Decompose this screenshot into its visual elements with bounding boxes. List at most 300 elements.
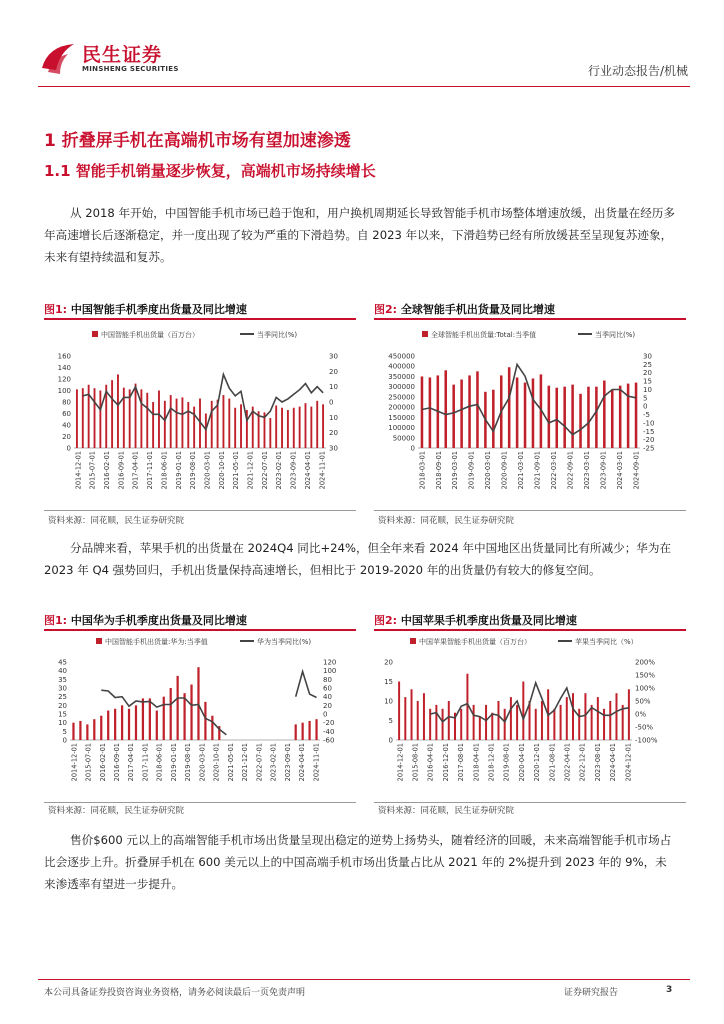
x-axis-tick-label: 2024-12-01 [624,743,633,782]
bar [448,701,450,740]
x-axis-tick-label: 2023-09-01 [599,451,608,490]
x-axis-tick-label: 2022-12-01 [578,743,587,782]
figure-3-rule [44,629,356,631]
bar [578,709,580,740]
bar [299,407,301,448]
figure-3-source: 资料来源：同花顺，民生证券研究院 [48,806,185,816]
bar [460,709,462,740]
x-axis-tick-label: 2016-02-01 [103,451,112,490]
bar [587,387,590,448]
bar [421,376,424,448]
bar [460,380,463,448]
bar [584,693,586,740]
x-axis-tick-label: 2019-08-01 [502,743,511,782]
right-axis-tick-label: 0 [329,398,334,407]
bar [497,701,499,740]
left-axis-tick-label: 25 [58,693,67,702]
x-axis-tick-label: 2016-04-01 [426,743,435,782]
left-axis-tick-label: 0 [410,444,415,453]
bar [86,724,88,740]
x-axis-tick-label: 2016-12-01 [441,743,450,782]
figure-label: 图2: [374,614,398,627]
x-axis-tick-label: 2018-12-01 [487,743,496,782]
right-axis-tick-label: 30 [643,352,652,361]
bar [510,697,512,740]
right-axis-tick-label: 10 [329,413,338,422]
x-axis-tick-label: 2021-03-01 [517,451,526,490]
bar [305,403,307,448]
bar [555,388,558,448]
figure-2-title [374,301,555,317]
x-axis-tick-label: 2020-10-01 [217,451,226,490]
right-axis-tick-label: 25 [643,360,652,369]
left-axis-tick-label: 300000 [388,383,415,392]
right-axis-tick-label: 80 [323,675,332,684]
bar [142,698,144,740]
bar [508,367,511,448]
bar [535,709,537,740]
x-axis-tick-label: 2018-06-01 [155,743,164,782]
left-axis-tick-label: 100 [57,387,71,395]
bar [163,697,165,740]
left-axis-tick-label: 160 [57,352,71,361]
bar [183,693,185,740]
left-axis-tick-label: 45 [58,658,67,667]
legend-bar-label: 中国智能手机出货量（百万台） [101,331,199,339]
x-axis-tick-label: 2017-04-01 [127,743,136,782]
x-axis-tick-label: 2019-08-01 [184,743,193,782]
paragraph-2: 分品牌来看，苹果手机的出货量在 2024Q4 同比+24%，但全年来看 2024 年中国地区出货量同比有所减少；华为在 2023 年 Q4 强势回归，手机出货量保持高速增长，但相比于 2019-2020 年的出货量仍有较大的修复空间。 [44,541,672,577]
right-axis-tick-label: 60 [323,684,332,693]
x-axis-tick-label: 2017-08-01 [457,743,466,782]
x-axis-tick-label: 2020-10-01 [212,743,221,782]
left-axis-tick-label: 60 [62,410,71,418]
yoy-line [101,672,316,735]
bar [619,386,622,448]
figure-4-rule [374,629,686,631]
right-axis-tick-label: 120 [323,658,337,667]
right-axis-tick-label: 100 [323,667,337,676]
bar [76,389,78,448]
bar [595,387,598,448]
x-axis-tick-label: 2024-04-01 [303,451,312,490]
bar [466,674,468,740]
bar [468,375,471,448]
bar [491,713,493,740]
right-axis-tick-label: 5 [643,394,648,403]
x-axis-tick-label: 2019-08-01 [189,451,198,490]
bar [228,399,230,448]
bar [170,688,172,740]
x-axis-tick-label: 2018-03-01 [418,451,427,490]
left-axis-tick-label: 0 [66,444,71,453]
bar [234,408,236,448]
right-axis-tick-label: -5 [643,411,650,420]
x-axis-tick-label: 2022-04-01 [563,743,572,782]
x-axis-tick-label: 2022-09-01 [566,451,575,490]
bar [310,407,312,448]
header-divider [38,86,690,87]
bar [417,701,419,740]
x-axis-tick-label: 2020-03-01 [203,451,212,490]
bar [452,385,455,448]
legend-bar-label: 中国苹果智能手机出货量（百万台） [419,638,531,646]
right-axis-tick-label: -50% [635,723,654,732]
right-axis-tick-label: 20 [329,429,338,438]
bar [135,705,137,740]
right-axis-tick-label: 30 [329,444,338,453]
bar [316,401,318,448]
x-axis-tick-label: 2017-11-01 [141,743,150,782]
bar [164,401,166,448]
right-axis-tick-label: 200% [635,658,656,667]
bar [152,402,154,448]
legend-bar-label: 中国智能手机出货量:华为:当季值 [105,638,208,646]
figure-2-bottom-rule [374,510,686,511]
left-axis-tick-label: 40 [62,421,71,430]
x-axis-tick-label: 2019-03-01 [451,451,460,490]
bar [628,689,630,740]
bar [609,701,611,740]
legend-bar-swatch [96,638,102,644]
bar [635,383,638,448]
figure-1-source: 资料来源：同花顺，民生证券研究院 [48,516,185,526]
x-axis-tick-label: 2024-04-01 [298,743,307,782]
bar [429,377,432,448]
bar [591,705,593,740]
bar [479,717,481,740]
legend-bar-label: 全球智能手机出货量:Total:当季值 [431,331,537,339]
bar [398,682,400,741]
left-axis-tick-label: 35 [58,675,67,684]
right-axis-tick-label: 20 [329,367,338,376]
bar [111,380,113,448]
bar [597,697,599,740]
report-type: 行业动态报告/机械 [587,64,688,78]
left-axis-tick-label: 350000 [388,372,415,381]
legend-line-label: 华为当季同比(%) [257,638,312,646]
bar [295,724,297,740]
x-axis-tick-label: 2015-07-01 [88,451,97,490]
left-axis-tick-label: 5 [62,727,67,736]
figure-4-source: 资料来源：同花顺，民生证券研究院 [378,806,515,816]
figure-caption: 中国智能手机季度出货量及同比增速 [70,303,247,316]
right-axis-tick-label: 10 [329,383,338,392]
bar [411,689,413,740]
bar [504,709,506,740]
bar [100,716,102,740]
bar [566,697,568,740]
x-axis-tick-label: 2020-03-01 [198,743,207,782]
bar [315,719,317,740]
x-axis-tick-label: 2017-04-01 [131,451,140,490]
bar [603,381,606,448]
left-axis-tick-label: 15 [58,710,67,719]
figure-3-title [44,612,247,628]
x-axis-tick-label: 2022-07-01 [260,451,269,490]
x-axis-tick-label: 2020-04-01 [517,743,526,782]
bar [532,378,535,448]
right-axis-tick-label: -60 [323,736,335,745]
right-axis-tick-label: 0 [323,710,328,719]
chart-huawei [44,632,356,800]
x-axis-tick-label: 2023-02-01 [269,743,278,782]
legend-line-label: 当季同比(%) [257,331,298,339]
x-axis-tick-label: 2024-11-01 [312,743,321,782]
figure-label: 图2: [374,303,398,316]
page-header [38,38,690,84]
right-axis-tick-label: 100% [635,684,656,693]
bar [579,394,582,448]
right-axis-tick-label: 20 [323,701,332,710]
minsheng-logo-icon [38,40,78,76]
bar [622,705,624,740]
x-axis-tick-label: 2016-09-01 [117,451,126,490]
figure-4-bottom-rule [374,802,686,803]
bar [99,391,101,449]
left-axis-tick-label: 20 [58,701,67,710]
bar [322,404,324,448]
left-axis-tick-label: 50000 [392,434,415,443]
bar [308,721,310,740]
legend-line-label: 苹果当季同比（%） [575,638,638,646]
bar [275,405,277,448]
section-heading-1: 1 折叠屏手机在高端机市场有望加速渗透 [44,131,351,151]
bar [176,399,178,448]
figure-label: 图1: [44,614,68,627]
x-axis-tick-label: 2019-09-01 [467,451,476,490]
bar [181,397,183,448]
left-axis-tick-label: 250000 [388,393,415,402]
bar [516,377,519,448]
paragraph-1: 从 2018 年开始，中国智能手机市场已趋于饱和，用户换机周期延长导致智能手机市场整体增速放缓，出货量在经历多年高速增长后逐渐稳定，并一度出现了较为严重的下滑趋势。自 2023 年以来，下滑趋势已经有所放缓甚至呈现复苏迹象，未来有望持续温和复苏。 [44,206,675,264]
bar [281,408,283,448]
bar [572,693,574,740]
x-axis-tick-label: 2021-05-01 [226,743,235,782]
bar [485,705,487,740]
left-axis-tick-label: 150000 [388,413,415,422]
bar [187,402,189,448]
legend-bar-swatch [92,331,98,337]
footer-divider [38,979,690,980]
x-axis-tick-label: 2020-09-01 [500,451,509,490]
right-axis-tick-label: 0 [643,402,648,411]
right-axis-tick-label: 20 [643,369,652,378]
bar [223,395,225,448]
x-axis-tick-label: 2023-03-01 [582,451,591,490]
bar [128,709,130,740]
x-axis-tick-label: 2019-01-01 [174,451,183,490]
section-heading-1-1: 1.1 智能手机销量逐步恢复，高端机市场持续增长 [44,162,376,180]
x-axis-tick-label: 2022-03-01 [549,451,558,490]
left-axis-tick-label: 400000 [388,362,415,371]
x-axis-tick-label: 2018-06-01 [160,451,169,490]
bar [94,388,96,448]
bar [571,385,574,448]
bar [156,711,158,740]
left-axis-tick-label: 30 [58,684,67,693]
bar [82,388,84,448]
bar [444,370,447,448]
x-axis-tick-label: 2016-02-01 [98,743,107,782]
bar [423,693,425,740]
x-axis-tick-label: 2018-09-01 [434,451,443,490]
chart-apple [374,632,686,800]
bar [560,705,562,740]
x-axis-tick-label: 2014-12-01 [70,743,79,782]
logo-text-cn: 民生证券 [82,44,163,66]
left-axis-tick-label: 10 [384,697,393,706]
bar [72,723,74,740]
x-axis-tick-label: 2023-09-01 [289,451,298,490]
bar [193,407,195,448]
right-axis-tick-label: -25 [643,444,655,453]
bar [117,374,119,448]
x-axis-tick-label: 2024-09-01 [632,451,641,490]
bar [149,698,151,740]
x-axis-tick-label: 2021-12-01 [241,743,250,782]
bar [190,685,192,740]
right-axis-tick-label: -20 [323,719,335,728]
bar [204,702,206,740]
footer-doc-type: 证券研究报告 [564,988,619,998]
bar [492,390,495,448]
left-axis-tick-label: 0 [388,736,393,745]
bar [107,711,109,740]
bar [114,709,116,740]
x-axis-tick-label: 2014-12-01 [74,451,83,490]
bar [293,408,295,448]
bar [287,410,289,448]
bar [516,705,518,740]
bar [476,371,479,448]
x-axis-tick-label: 2021-09-01 [533,451,542,490]
bar [121,705,123,740]
x-axis-tick-label: 2021-05-01 [232,451,241,490]
figure-3-bottom-rule [44,802,356,803]
x-axis-tick-label: 2023-09-01 [283,743,292,782]
bar [627,384,630,448]
left-axis-tick-label: 20 [62,433,71,441]
x-axis-tick-label: 2021-12-01 [246,451,255,490]
x-axis-tick-label: 2015-08-01 [411,743,420,782]
figure-2-source: 资料来源：同花顺，民生证券研究院 [378,516,515,526]
left-axis-tick-label: 140 [57,364,71,372]
x-axis-tick-label: 2014-12-01 [396,743,405,782]
x-axis-tick-label: 2017-11-01 [146,451,155,490]
bar [79,721,81,740]
right-axis-tick-label: -10 [643,419,655,428]
right-axis-tick-label: 15 [643,377,652,386]
chart-china-smartphone [44,322,356,508]
x-axis-tick-label: 2015-07-01 [84,743,93,782]
bar [404,697,406,740]
left-axis-tick-label: 200000 [388,403,415,412]
figure-caption: 中国苹果手机季度出货量及同比增速 [400,614,577,627]
legend-bar-swatch [422,331,428,337]
left-axis-tick-label: 450000 [388,352,415,361]
left-axis-tick-label: 120 [57,375,71,384]
x-axis-tick-label: 2024-03-01 [615,451,624,490]
bar [135,384,137,448]
figure-1-rule [44,318,356,320]
bar [553,709,555,740]
right-axis-tick-label: 10 [643,385,652,394]
logo-text-en: MINSHENG SECURITIES [82,65,179,73]
right-axis-tick-label: -20 [643,436,655,445]
bar [158,391,160,449]
right-axis-tick-label: -40 [323,727,335,736]
figure-caption: 中国华为手机季度出货量及同比增速 [70,614,247,627]
x-axis-tick-label: 2020-03-01 [484,451,493,490]
bar [563,387,566,448]
bar [146,393,148,448]
bar [240,404,242,448]
bar [522,682,524,741]
legend-line-label: 当季同比(%) [595,331,636,339]
figure-label: 图1: [44,303,68,316]
bar [93,719,95,740]
bar [442,709,444,740]
left-axis-tick-label: 80 [62,398,71,407]
right-axis-tick-label: 0% [635,710,647,719]
bar [211,401,213,448]
right-axis-tick-label: -15 [643,427,655,436]
x-axis-tick-label: 2020-12-01 [533,743,542,782]
figure-4-title [374,612,577,628]
bar [611,390,614,448]
legend-bar-swatch [410,638,416,644]
left-axis-tick-label: 10 [58,719,67,728]
x-axis-tick-label: 2018-04-01 [472,743,481,782]
right-axis-tick-label: -100% [635,736,658,745]
bar [435,705,437,740]
right-axis-tick-label: 50% [635,697,651,706]
x-axis-tick-label: 2019-01-01 [169,743,178,782]
bar [211,716,213,740]
bar [541,701,543,740]
paragraph-3: 售价$600 元以上的高端智能手机市场出货量呈现出稳定的逆势上扬势头，随着经济的回暖，未来高端智能手机市场占比会逐步上升。折叠屏手机在 600 美元以上的中国高端手机市场出货量占比从 2021 年的 2%提升到 2023 年的 9%，未来渗透率有望进一步提升。 [44,833,672,891]
x-axis-tick-label: 2016-09-01 [113,743,122,782]
bar [302,723,304,740]
x-axis-tick-label: 2021-08-01 [548,743,557,782]
left-axis-tick-label: 40 [58,667,67,676]
x-axis-tick-label: 2022-07-01 [255,743,264,782]
x-axis-tick-label: 2024-11-01 [318,451,327,490]
bar [197,667,199,740]
footer-disclaimer: 本公司具备证券投资咨询业务资格，请务必阅读最后一页免责声明 [44,988,306,998]
bar [548,386,551,448]
right-axis-tick-label: 150% [635,671,656,680]
figure-caption: 全球智能手机出货量及同比增速 [400,303,555,316]
left-axis-tick-label: 0 [62,736,67,745]
bar [177,676,179,740]
left-axis-tick-label: 20 [384,658,393,667]
bar [269,418,271,448]
figure-1-bottom-rule [44,510,356,511]
bar [603,709,605,740]
right-axis-tick-label: 40 [323,693,332,702]
bar [140,389,142,448]
bar [524,383,527,448]
bar [170,395,172,448]
bar [615,693,617,740]
figure-1-title [44,301,247,317]
left-axis-tick-label: 15 [384,678,393,686]
right-axis-tick-label: 30 [329,352,338,361]
x-axis-tick-label: 2023-08-01 [593,743,602,782]
page-number: 3 [666,985,673,995]
